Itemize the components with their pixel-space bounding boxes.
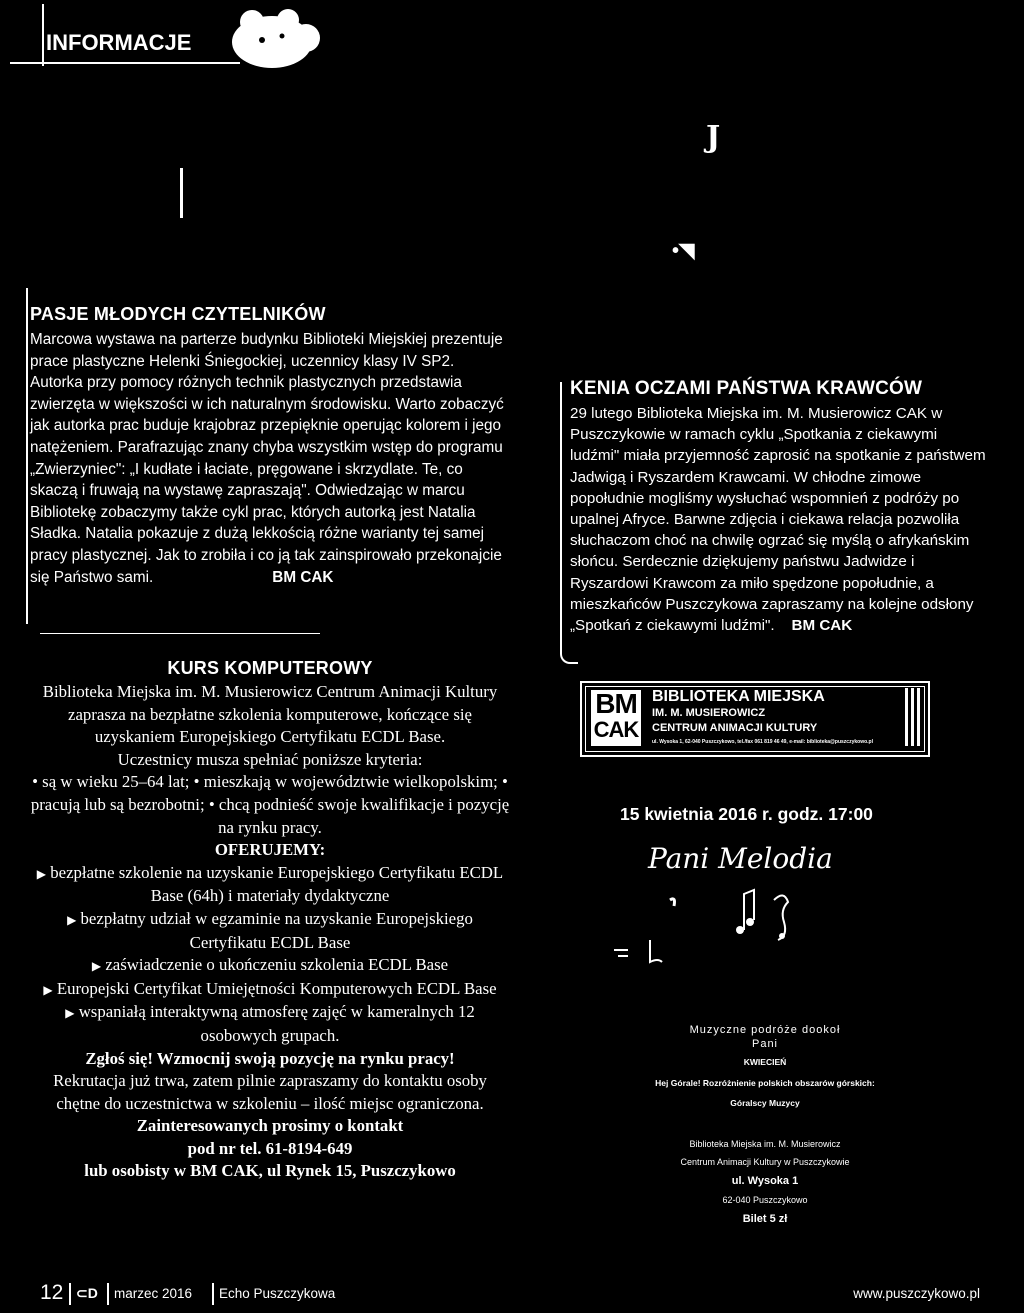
event-subtitle: Pani [751,1038,779,1050]
kurs-criteria: • są w wieku 25–64 lat; • mieszkają w województwie wielkopolskim; • pracują lub są bezrobotni; • chcą podnieść swoje kwalifikacje i pozycję na rynku pracy. [30,772,510,837]
publication-logo-icon: ⊂D [76,1285,98,1301]
decorative-glyph: •◥ [672,240,695,262]
article-signature: BM CAK [791,617,853,635]
offer-item: ▶ zaświadczenie o ukończeniu szkolenia ECDL Base [91,955,449,975]
event-topic: Hej Górale! Rozróżnienie polskich obszarów górskich: [655,1078,875,1088]
issue-date: marzec 2016 [114,1286,193,1301]
event-venue: Biblioteka Miejska im. M. Musierowicz [689,1139,841,1149]
offer-item: ▶ Europejski Certyfikat Umiejętności Komputerowych ECDL Base [43,978,497,998]
event-topic: Góralscy Muzycy [730,1098,800,1108]
decorative-mark [180,168,183,218]
article-bracket [26,288,28,624]
article-title: KENIA OCZAMI PAŃSTWA KRAWCÓW [570,378,923,399]
event-ticket: Bilet 5 zł [742,1213,788,1225]
arrow-icon: ▶ [36,866,47,881]
event-details [620,1023,910,1229]
section-title: INFORMACJE [46,30,192,55]
article-body: Marcowa wystawa na parterze budynku Biblioteki Miejskiej prezentuje prace plastyczne Helenki Śniegockiej, uczennicy klasy IV SP2. Autorka przy pomocy różnych technik plastycznych przedstawia zwierzęta w większości w ich naturalnym środowisku. Warto zobaczyć jak autorka prac buduje krajobraz przepięknie operując kolorem i jego natężeniem. Parafrazując znany chyba wszystkim wstęp do programu „Zwierzyniec": „I kudłate i łaciate, pręgowane i skrzydlate. Te, co skaczą i fruwają na wystawę zapraszają". Odwiedzając w marcu Bibliotekę zobaczymy także cykl prac, których autorką jest Natalia Sładka. Natalia pokazuje z dużą lekkością różne warianty tej samej pracy plastycznej. Jak to zrobiła i co ją tak zainspirowało przekonajcie się Państwo sami. BM CAK [30,331,504,586]
kurs-cta: Zgłoś się! Wzmocnij swoją pozycję na rynku pracy! [85,1048,455,1068]
kurs-intro: Biblioteka Miejska im. M. Musierowicz Centrum Animacji Kultury zaprasza na bezpłatne szkolenia komputerowe, kończące się uzyskaniem Europejskiego Certyfikatu ECDL Base. [42,682,498,747]
offer-item: ▶ wspaniałą interaktywną atmosferę zajęć w kameralnych 12 osobowych grupach. [65,1002,475,1045]
library-subtitle: CENTRUM ANIMACJI KULTURY [652,722,818,734]
article-title: KURS KOMPUTEROWY [167,658,373,678]
article-pasje [30,304,508,588]
event-title: Pani Melodia [648,842,833,875]
arrow-icon: ▶ [43,982,53,997]
event-venue: Centrum Animacji Kultury w Puszczykowie [680,1157,850,1167]
article-title: PASJE MŁODYCH CZYTELNIKÓW [30,304,326,324]
music-notes-icon [612,880,842,968]
divider [40,633,320,634]
footer-separator [212,1283,214,1305]
library-logo-mark: BM CAK [591,690,641,746]
kurs-offer-title: OFERUJEMY: [214,840,326,860]
page-footer [40,1279,980,1309]
decorative-glyph: J [706,120,721,155]
event-month: KWIECIEŃ [743,1057,787,1067]
article-bracket-corner [560,652,578,664]
footer-separator [107,1283,109,1305]
publication-name: Echo Puszczykowa [219,1286,336,1301]
event-subtitle: Muzyczne podróże dookoł [689,1024,841,1036]
page-number: 12 [40,1281,64,1304]
event-date: 15 kwietnia 2016 r. godz. 17:00 [620,804,873,824]
kurs-criteria-intro: Uczestnicy musza spełniać poniższe kryteria: [117,749,423,769]
header-bar [42,4,44,66]
article-kenia [570,378,990,636]
logo-bars-icon [905,688,921,746]
article-bracket [560,382,562,654]
kurs-contact: pod nr tel. 61-8194-649 [187,1138,353,1158]
header-decoration-icon [226,6,322,68]
article-signature: BM CAK [272,568,334,586]
arrow-icon: ▶ [91,959,102,974]
library-name: BIBLIOTEKA MIEJSKA [652,688,825,705]
offer-item: ▶ bezpłatne szkolenie na uzyskanie Europejskiego Certyfikatu ECDL Base (64h) i materiały dydaktyczne [36,862,504,906]
library-address: ul. Wysoka 1, 62-040 Puszczykowo, tel./fax 061 819 46 49, e-mail: biblioteka@puszczykowo.pl [652,739,873,745]
event-address: ul. Wysoka 1 [731,1175,799,1187]
article-body: 29 lutego Biblioteka Miejska im. M. Musierowicz CAK w Puszczykowie w ramach cyklu „Spotkania z ciekawymi ludźmi" miała przyjemność zaprosić na spotkanie z państwem Jadwigą i Ryszardem Krawcami. W chłodne zimowe popołudnie mogliśmy wysłuchać wspomnień z podróży po upalnej Afryce. Barwne zdjęcia i ciekawa relacja pozwoliła słuchaczom choć na chwilę ogrzać się myślą o afrykańskim słońcu. Serdecznie dziękujemy państwu Jadwidze i Ryszardowi Krawcom za miło spędzone popołudnie, a mieszkańców Puszczykowa zapraszamy na kolejne odsłony „Spotkań z ciekawymi ludźmi". BM CAK [570,405,986,635]
library-patron: IM. M. MUSIEROWICZ [652,707,766,719]
kurs-contact: lub osobisty w BM CAK, ul Rynek 15, Puszczykowo [84,1161,456,1181]
offer-item: ▶ bezpłatny udział w egzaminie na uzyskanie Europejskiego Certyfikatu ECDL Base [67,908,473,952]
article-kurs [30,658,510,1183]
kurs-recruit: Rekrutacja już trwa, zatem pilnie zapraszamy do kontaktu osoby chętne do uczestnictwa w szkoleniu – ilość miejsc ograniczona. [53,1071,487,1113]
footer-separator [69,1283,71,1305]
kurs-contact: Zainteresowanych prosimy o kontakt [136,1116,404,1136]
website-link[interactable]: www.puszczykowo.pl [853,1286,980,1301]
header-rule [10,62,240,64]
arrow-icon: ▶ [67,912,77,927]
event-address: 62-040 Puszczykowo [722,1195,808,1205]
arrow-icon: ▶ [65,1006,75,1021]
